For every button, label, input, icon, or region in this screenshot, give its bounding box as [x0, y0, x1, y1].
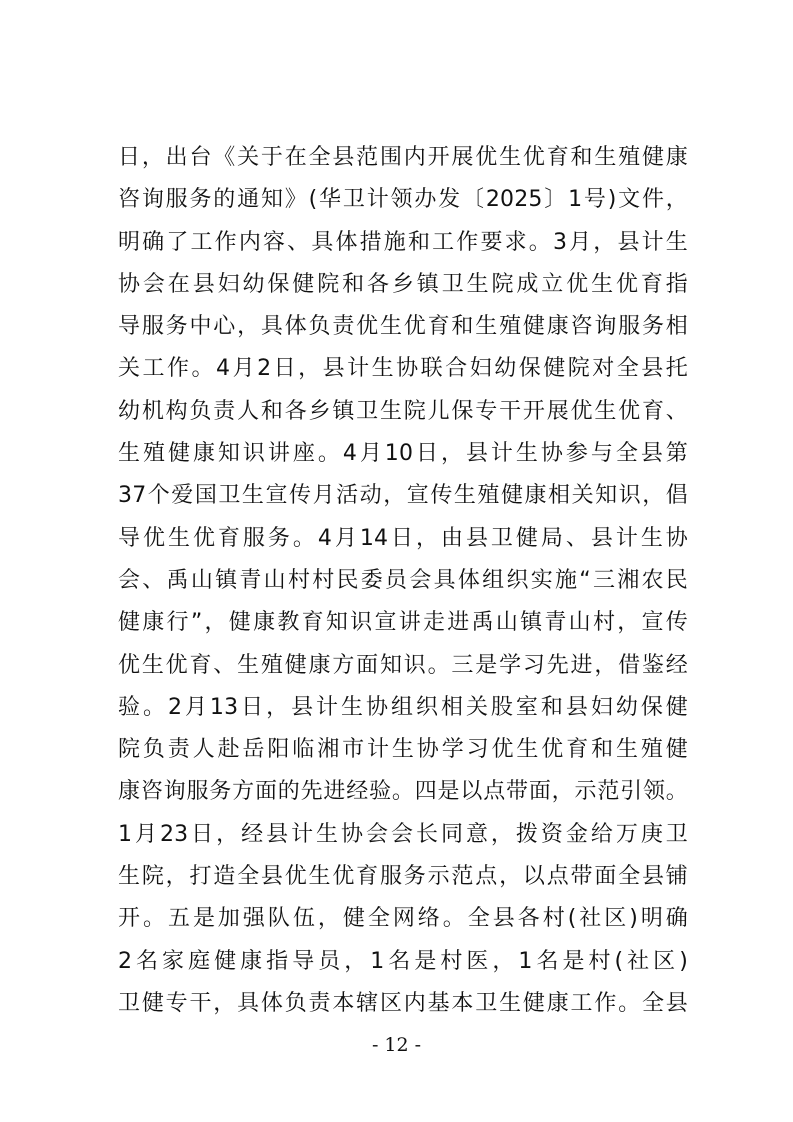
page-number: - 12 - [371, 1034, 422, 1056]
body-text [118, 137, 688, 1025]
text-line: 明确了工作内容、具体措施和工作要求。3月，县计生 [118, 229, 688, 255]
text-line: 健康行”，健康教育知识宣讲走进禹山镇青山村，宣传 [118, 610, 688, 636]
text-line: 验。2月13日，县计生协组织相关股室和县妇幼保健 [118, 694, 688, 720]
text-line: 开。五是加强队伍，健全网络。全县各村(社区)明确 [118, 906, 688, 932]
text-line: 优生优育、生殖健康方面知识。三是学习先进，借鉴经 [118, 652, 688, 678]
text-line: 关工作。4月2日，县计生协联合妇幼保健院对全县托 [118, 356, 688, 382]
text-line: 1月23日，经县计生协会会长同意，拨资金给万庚卫 [118, 821, 688, 847]
text-line: 幼机构负责人和各乡镇卫生院儿保专干开展优生优育、 [118, 398, 688, 424]
text-line: 导优生优育服务。4月14日，由县卫健局、县计生协 [118, 525, 688, 551]
text-line: 37个爱国卫生宣传月活动，宣传生殖健康相关知识，倡 [118, 483, 688, 509]
text-line: 卫健专干，具体负责本辖区内基本卫生健康工作。全县 [118, 990, 688, 1016]
text-line: 2名家庭健康指导员，1名是村医，1名是村(社区) [118, 948, 688, 974]
text-line: 康咨询服务方面的先进经验。四是以点带面，示范引领。 [118, 779, 688, 805]
text-line: 生殖健康知识讲座。4月10日，县计生协参与全县第 [118, 441, 688, 467]
text-line: 协会在县妇幼保健院和各乡镇卫生院成立优生优育指 [118, 271, 688, 297]
text-line: 咨询服务的通知》(华卫计领办发〔2025〕1号)文件， [118, 187, 688, 213]
text-line: 日，出台《关于在全县范围内开展优生优育和生殖健康 [118, 145, 688, 170]
text-line: 生院，打造全县优生优育服务示范点，以点带面全县铺 [118, 864, 688, 890]
text-line: 院负责人赴岳阳临湘市计生协学习优生优育和生殖健 [118, 737, 688, 763]
text-line: 会、禹山镇青山村村民委员会具体组织实施“三湘农民 [118, 567, 688, 593]
text-line: 导服务中心，具体负责优生优育和生殖健康咨询服务相 [118, 314, 688, 340]
